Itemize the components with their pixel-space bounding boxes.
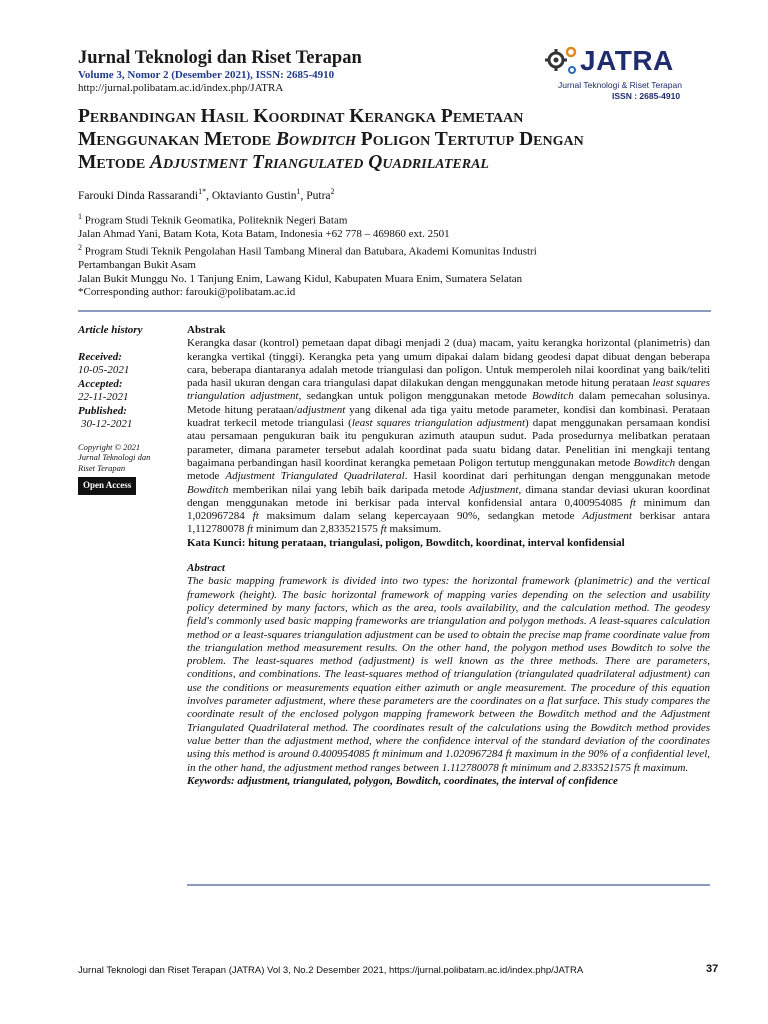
affiliations [78,210,537,299]
affiliation-2-cont: Pertambangan Bukit Asam [78,259,196,272]
abstract-column [187,324,710,788]
history-heading: Article history [78,324,143,336]
article-history [78,324,178,495]
title-line-1: Perbandingan Hasil Koordinat Kerangka Pemetaan [78,106,524,127]
top-divider [78,310,711,312]
abstract-heading: Abstract [187,562,225,575]
abstrak-keywords: Kata Kunci: hitung perataan, triangulasi, poligon, Bowditch, koordinat, interval konfidensial [187,536,625,549]
abstract-body: The basic mapping framework is divided into two types: the horizontal framework (planimetric) and the vertical framework (height). The basic horizontal framework of mapping varies depending on the selection and usability policy determined by many factors, which as the area, tools availability, and the calculation method. The geodesy field's commonly used basic mapping frameworks are triangulation and polygon methods. A least-squares calculation method or a least-squares triangulation adjustment can be used to obtain the precise map frame coordinate value from the triangulation method measurement results. On the other hand, the polygon method uses Bowditch to solve the problem. The least-squares method (adjustment) is well known as the three methods. There are parameters, conditions, and combinations. The least-squares method of triangulation (triangulated quadrilateral adjustment) can use the conditions or measurements equation either azimuth or angle measurement. The procedure of this equation involves parameter adjustment, where these parameters are the coordinates on a flat surface. This study compares the coordinate result of the enclosed polygon mapping framework between the Bowditch method and the Adjustment Triangulated Quadrilateral method. The coordinates result of the calculations using the Bowditch method provides value better than the adjustment method, where the confidence interval of the standard deviation of the coordinates using this method is around 0.400954085 ft minimum and 1.020967284 ft maximum in the 90% of a confidential level, in the other hand, the adjustment method ranges between 1.112780078 ft minimum and 2.833521575 ft maximum. [187,575,710,774]
title-line-3: Metode Adjustment Triangulated Quadrilateral [78,152,489,173]
logo-issn: ISSN : 2685-4910 [612,91,681,101]
affiliation-1-address: Jalan Ahmad Yani, Batam Kota, Kota Batam, Indonesia +62 778 – 469860 ext. 2501 [78,227,450,240]
received-label: Received: [78,350,122,363]
affiliation-2-address: Jalan Bukit Munggu No. 1 Tanjung Enim, Lawang Kidul, Kabupaten Muara Enim, Sumatera Selatan [78,272,523,285]
abstract-keywords: Keywords: adjustment, triangulated, polygon, Bowditch, coordinates, the interval of confidence [187,774,618,787]
page-footer: Jurnal Teknologi dan Riset Terapan (JATRA) Vol 3, No.2 Desember 2021, https://jurnal.polibatam.ac.id/index.php/JATRA [78,965,584,976]
bottom-divider [187,884,710,886]
published-date: 30-12-2021 [81,418,133,430]
paper-title [78,105,718,174]
jatra-logo [540,42,700,104]
logo-word: JATRA [580,45,674,76]
copyright-2: Jurnal Teknologi dan [78,452,151,462]
copyright-1: Copyright © 2021 [78,441,141,452]
logo-subtitle: Jurnal Teknologi & Riset Terapan [558,80,682,90]
affiliation-1: $^1$ Program Studi Teknik Geomatika, Politeknik Negeri Batam [78,212,348,227]
author-list: Farouki Dinda Rassarandi$^{1*}$, Oktavianto Gustin$^1$, Putra$^2$ [78,187,335,202]
published-label: Published: [78,404,127,417]
copyright-3: Riset Terapan [78,462,126,473]
received-date: 10-05-2021 [78,364,130,376]
gear-icon [542,44,582,82]
abstrak-body: Kerangka dasar (kontrol) pemetaan dapat dibagi menjadi 2 (dua) macam, yaitu kerangka horizontal (planimetris) dan kerangka vertikal (tinggi). Kerangka peta yang umum dipakai dalam bidang geodesi dapat dibuat dengan beberapa cara, beberapa diantaranya adalah metode triangulasi dan poligon. Untuk memperoleh nilai koordinat yang baik/teliti pada hasil ukuran dengan cara triangulasi dapat dilakukan dengan menggunakan metode hitung perataan least squares triangulation adjustment, sedangkan untuk poligon menggunakan metode Bowditch dalam pemecahan solusinya. Metode hitung perataan/adjustment yang dikenal ada tiga yaitu metode parameter, kondisi dan kombinasi. Perataan kuadrat terkecil metode triangulasi (least squares triangulation adjustment) dapat menggunakan persamaan kondisi atau persamaan pengukuran baik itu pengukuran azimuth ataupun sudut. Pada prosedurnya melibatkan perataan parameter, dimana parameter tersebut adalah koordinat pada suatu bidang datar. Penelitian ini mengkaji tentang bagaimana perbandingan hasil koordinat kerangka pemetaan Poligon tertutup menggunakan metode Bowditch dengan metode Adjustment Triangulated Quadrilateral. Hasil koordinat dari perhitungan dengan menggunakan metode Bowditch memberikan nilai yang lebih baik daripada metode Adjustment, dimana standar deviasi ukuran koordinat dengan menggunakan metode ini berkisar pada interval konfidensial antara 0,400954085 ft minimum dan 1,020967284 ft maksimum dalam selang kepercayaan 90%, sedangkan metode Adjustment berkisar antara 1,112780078 ft minimum dan 2,833521575 ft maksimum. [187,337,711,536]
open-access-badge: Open Access [78,477,136,495]
corresponding-author: *Corresponding author: farouki@polibatam.ac.id [78,285,296,298]
accepted-label: Accepted: [78,377,123,390]
page-number: 37 [706,963,719,975]
journal-url[interactable]: http://jurnal.polibatam.ac.id/index.php/JATRA [78,82,284,94]
abstrak-heading: Abstrak [187,324,226,336]
title-line-2: Menggunakan Metode Bowditch Poligon Tertutup Dengan [78,129,584,150]
journal-volume: Volume 3, Nomor 2 (Desember 2021), ISSN: 2685-4910 [78,69,335,81]
accepted-date: 22-11-2021 [78,391,129,403]
affiliation-2: $^2$ Program Studi Teknik Pengolahan Hasil Tambang Mineral dan Batubara, Akademi Komunitas Industri [78,243,537,258]
journal-name: Jurnal Teknologi dan Riset Terapan [78,48,362,68]
